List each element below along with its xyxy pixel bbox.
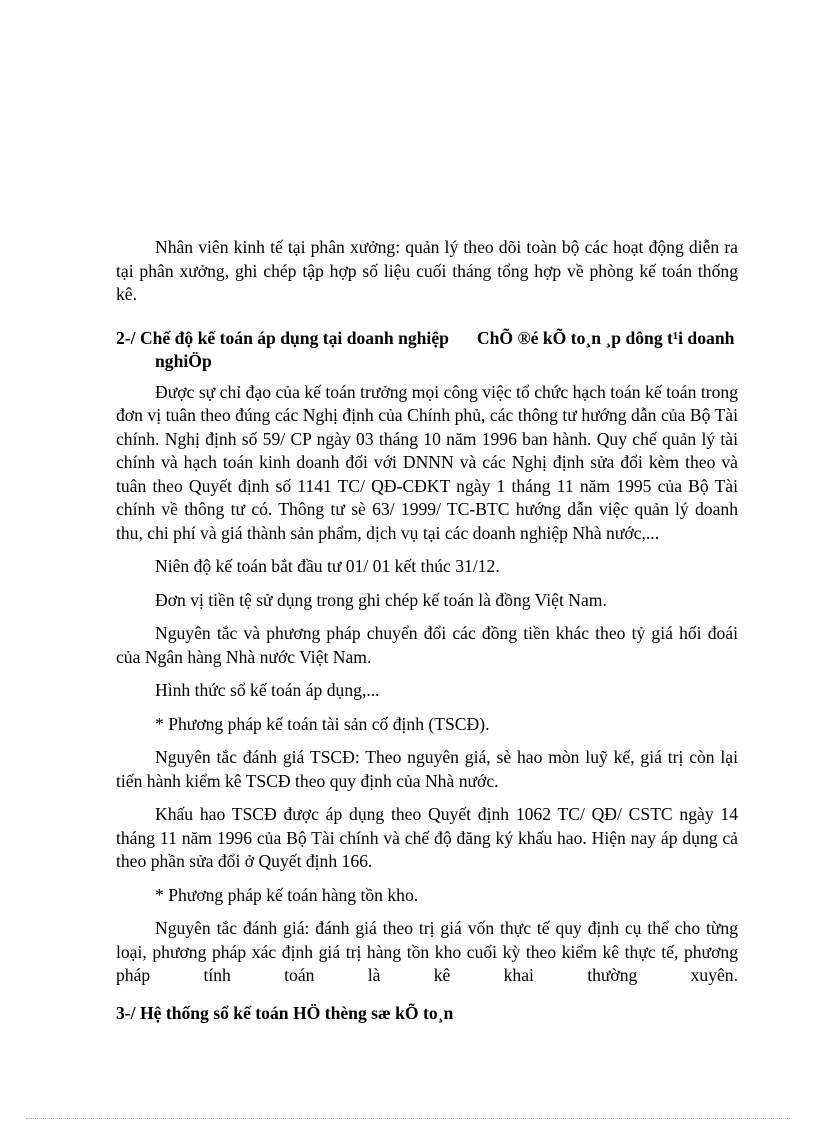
heading-text: 2-/ Chế độ kế toán áp dụng tại doanh nghiệp <box>116 327 449 348</box>
paragraph-inventory-valuation: Nguyên tắc đánh giá: đánh giá theo trị giá vốn thực tế quy định cụ thể cho từng loại, phương pháp xác định giá trị hàng tồn kho cuối kỳ theo kiểm kê thực tế, phương pháp tính toán là kê khai thường xuyên. <box>116 918 738 985</box>
section-heading-accounting-regime <box>116 327 738 374</box>
paragraph-fiscal-year: Niên độ kế toán bắt đầu tư 01/ 01 kết thúc 31/12. <box>155 556 500 576</box>
heading-garbled-text: HÖ thèng sæ kÕ to¸n <box>292 1002 454 1023</box>
document-body <box>116 236 738 1025</box>
paragraph-regulations: Được sự chỉ đạo của kế toán trưởng mọi công việc tổ chức hạch toán kế toán trong đơn vị tuân theo đúng các Nghị định của Chính phủ, các thông tư hướng dẫn của Bộ Tài chính. Nghị định số 59/ CP ngày 03 tháng 10 năm 1996 ban hành. Quy chế quản lý tài chính và hạch toán kinh doanh đối với DNNN và các Nghị định sửa đổi kèm theo và tuân theo Quyết định số 1141 TC/ QĐ-CĐKT ngày 1 tháng 11 năm 1995 của Bộ Tài chính về thông tư có. Thông tư sè 63/ 1999/ TC-BTC hướng dẫn việc quản lý doanh thu, chi phí và giá thành sản phẩm, dịch vụ tại các doanh nghiệp Nhà nước,... <box>116 381 738 543</box>
paragraph-bookkeeping-form: Hình thức sổ kế toán áp dụng,... <box>155 680 380 700</box>
paragraph-inventory-method: * Phương pháp kế toán hàng tồn kho. <box>155 884 419 905</box>
heading-garbled-text: ChÕ ®é kÕ to¸n ¸p dông t¹i doanh nghiÖp <box>155 327 735 371</box>
paragraph-currency: Đơn vị tiền tệ sử dụng trong ghi chép kế toán là đồng Việt Nam. <box>155 589 607 610</box>
paragraph-fixed-asset-valuation: Nguyên tắc đánh giá TSCĐ: Theo nguyên giá, sè hao mòn luỹ kế, giá trị còn lại tiến hành kiểm kê TSCĐ theo quy định của Nhà nước. <box>116 747 738 791</box>
paragraph-fixed-asset-method: * Phương pháp kế toán tài sản cố định (TSCĐ). <box>155 713 490 734</box>
heading-text: 3-/ Hệ thống sổ kế toán <box>116 1002 289 1023</box>
section-heading-ledger-system <box>116 1002 738 1026</box>
paragraph-staff-duties: Nhân viên kinh tế tại phân xưởng: quản lý theo dõi toàn bộ các hoạt động diễn ra tại phân xưởng, ghi chép tập hợp số liệu cuối tháng tổng hợp về phòng kế toán thống kê. <box>116 237 738 304</box>
page-bottom-divider <box>26 1118 790 1119</box>
paragraph-exchange-rate: Nguyên tắc và phương pháp chuyển đổi các đồng tiền khác theo tỷ giá hối đoái của Ngân hàng Nhà nước Việt Nam. <box>116 623 738 667</box>
paragraph-depreciation: Khấu hao TSCĐ được áp dụng theo Quyết định 1062 TC/ QĐ/ CSTC ngày 14 tháng 11 năm 1996 của Bộ Tài chính và chế độ đăng ký khấu hao. Hiện nay áp dụng cả theo phần sửa đổi ở Quyết định 166. <box>116 804 738 871</box>
